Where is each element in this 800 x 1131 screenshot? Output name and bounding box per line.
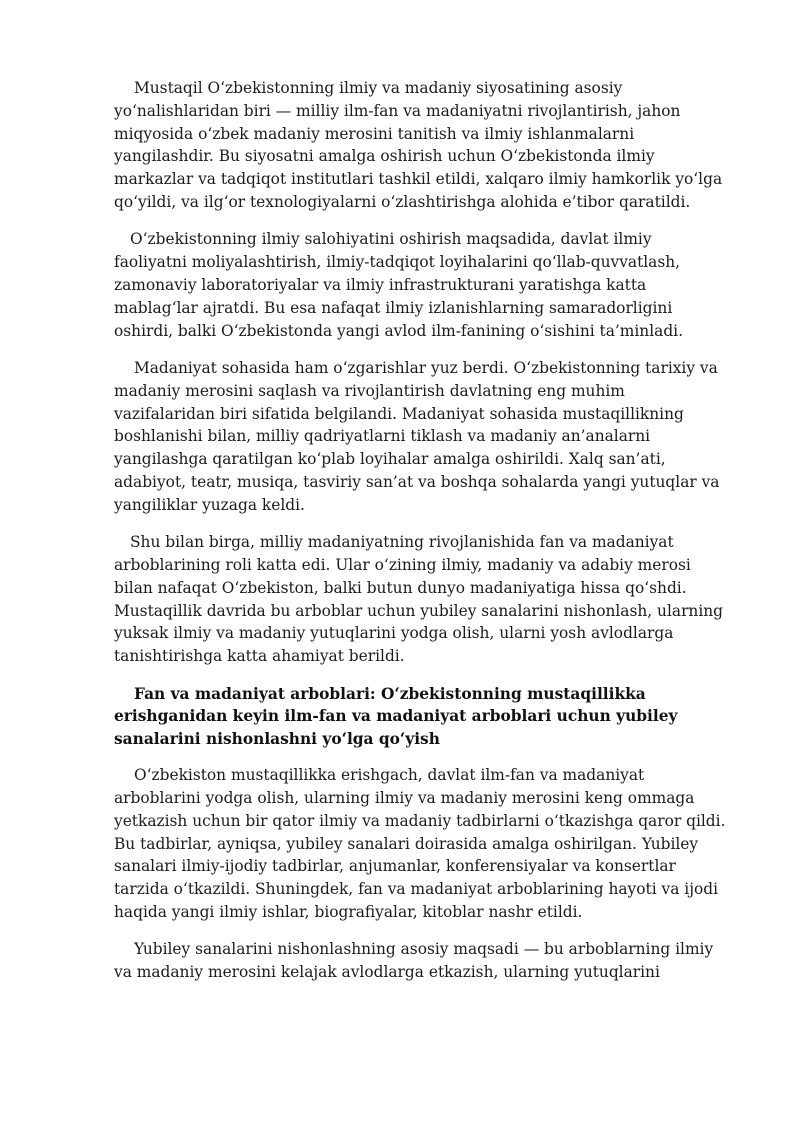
text-line: yangiliklar yuzaga keldi. (114, 495, 305, 514)
heading-line: sanalarini nishonlashni yo‘lga qo‘yish (114, 729, 440, 748)
text-line: miqyosida o‘zbek madaniy merosini tanitish va ilmiy ishlanmalarni (114, 124, 635, 143)
text-line: vazifalaridan biri sifatida belgilandi. Madaniyat sohasida mustaqillikning (114, 404, 684, 423)
text-line: Mustaqil O‘zbekistonning ilmiy va madaniy siyosatining asosiy (134, 79, 623, 97)
body-paragraph (114, 77, 740, 214)
text-line: sanalari ilmiy-ijodiy tadbirlar, anjumanlar, konferensiyalar va konsertlar (114, 857, 676, 876)
text-line: arboblarini yodga olish, ularning ilmiy va madaniy merosini keng ommaga (114, 789, 695, 808)
section-heading (114, 683, 740, 751)
text-line: Mustaqillik davrida bu arboblar uchun yubiley sanalarini nishonlash, ularning (114, 601, 724, 620)
heading-line: Fan va madaniyat arboblari: O‘zbekistonning mustaqillikka (134, 684, 646, 703)
text-line: Shu bilan birga, milliy madaniyatning rivojlanishida fan va madaniyat (130, 533, 674, 552)
text-line: madaniy merosini saqlash va rivojlantirish davlatning eng muhim (114, 381, 625, 400)
text-line: Yubiley sanalarini nishonlashning asosiy maqsadi — bu arboblarning ilmiy (134, 940, 714, 959)
text-line: zamonaviy laboratoriyalar va ilmiy infrastrukturani yaratishga katta (114, 275, 647, 294)
heading-line: erishganidan keyin ilm-fan va madaniyat arboblari uchun yubiley (114, 707, 678, 726)
text-line: va madaniy merosini kelajak avlodlarga etkazish, ularning yutuqlarini (114, 963, 660, 982)
body-paragraph (114, 228, 740, 342)
text-line: O‘zbekiston mustaqillikka erishgach, davlat ilm-fan va madaniyat (134, 766, 645, 785)
text-line: O‘zbekistonning ilmiy salohiyatini oshirish maqsadida, davlat ilmiy (130, 230, 652, 249)
text-line: yetkazish uchun bir qator ilmiy va madaniy tadbirlarni o‘tkazishga qaror qildi. (114, 811, 726, 830)
text-line: yuksak ilmiy va madaniy yutuqlarini yodga olish, ularni yosh avlodlarga (114, 624, 674, 643)
text-line: adabiyot, teatr, musiqa, tasviriy san’at va boshqa sohalarda yangi yutuqlar va (114, 472, 720, 491)
body-paragraph (114, 531, 740, 668)
text-line: faoliyatni moliyalashtirish, ilmiy-tadqiqot loyihalarini qo‘llab-quvvatlash, (114, 253, 681, 272)
text-line: Madaniyat sohasida ham o‘zgarishlar yuz berdi. O‘zbekistonning tarixiy va (134, 358, 718, 377)
body-paragraph (114, 938, 740, 984)
text-line: haqida yangi ilmiy ishlar, biografiyalar, kitoblar nashr etildi. (114, 903, 583, 922)
text-line: Bu tadbirlar, ayniqsa, yubiley sanalari doirasida amalga oshirilgan. Yubiley (114, 834, 699, 853)
text-line: boshlanishi bilan, milliy qadriyatlarni tiklash va madaniy an’analarni (114, 427, 651, 446)
text-line: mablag‘lar ajratdi. Bu esa nafaqat ilmiy izlanishlarning samaradorligini (114, 298, 673, 317)
body-paragraph (114, 764, 740, 924)
text-line: yangilashga qaratilgan ko‘plab loyihalar amalga oshirildi. Xalq san’ati, (114, 450, 666, 469)
text-line: arboblarining roli katta edi. Ular o‘zining ilmiy, madaniy va adabiy merosi (114, 555, 691, 574)
text-line: yangilashdir. Bu siyosatni amalga oshirish uchun O‘zbekistonda ilmiy (114, 147, 655, 166)
text-line: oshirdi, balki O‘zbekistonda yangi avlod ilm-fanining o‘sishini ta’minladi. (114, 321, 683, 340)
text-line: yo‘nalishlaridan biri — milliy ilm-fan va madaniyatni rivojlantirish, jahon (114, 101, 681, 120)
body-paragraph (114, 357, 740, 517)
text-line: qo‘yildi, va ilg‘or texnologiyalarni o‘zlashtirishga alohida e’tibor qaratildi. (114, 192, 691, 211)
text-line: tarzida o‘tkazildi. Shuningdek, fan va madaniyat arboblarining hayoti va ijodi (114, 880, 718, 899)
text-line: tanishtirishga katta ahamiyat berildi. (114, 647, 405, 666)
text-line: bilan nafaqat O‘zbekiston, balki butun dunyo madaniyatiga hissa qo‘shdi. (114, 578, 687, 597)
text-line: markazlar va tadqiqot institutlari tashkil etildi, xalqaro ilmiy hamkorlik yo‘lga (114, 170, 723, 189)
